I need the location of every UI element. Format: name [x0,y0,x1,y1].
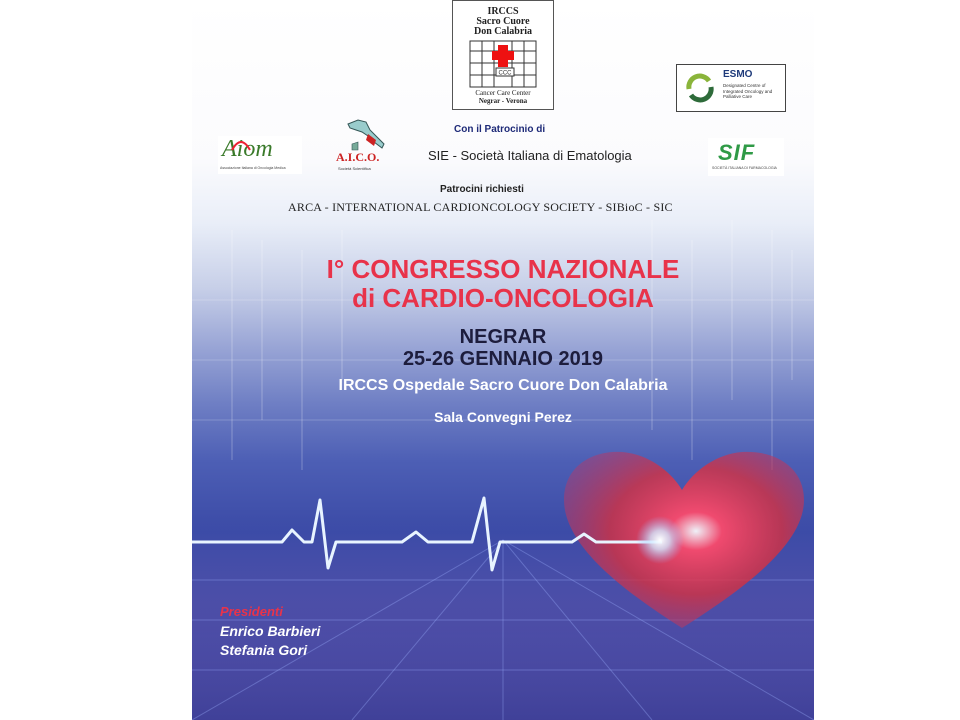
esmo-text: Designated Centre of Integrated Oncology and Palliative Care [723,83,773,99]
congress-poster [192,0,814,720]
aiom-text: Associazione Italiana di Oncologia Medica [220,166,286,170]
president-name: Enrico Barbieri [220,623,321,639]
aico-name: A.I.C.O. [336,150,380,164]
irccs-logo-line3: Don Calabria [473,26,533,37]
esmo-name: ESMO [723,69,753,80]
title-line2: di CARDIO-ONCOLOGIA [352,283,654,313]
irccs-caption2: Negrar - Verona [478,97,528,105]
irccs-logo [452,0,554,110]
event-city: NEGRAR [459,326,547,348]
sif-name: SIF [718,140,756,165]
president-name: Stefania Gori [220,642,308,658]
aiom-arc-icon [230,138,252,152]
event-venue: IRCCS Ospedale Sacro Cuore Don Calabria [338,377,668,394]
requested-patronage-label: Patrocini richiesti [440,184,524,195]
esmo-logo [676,64,786,112]
irccs-logo-line2: Sacro Cuore [476,16,530,27]
ccc-label: CCC [498,70,512,77]
sif-logo [708,138,784,176]
aico-text: Società Scientifica [338,166,371,171]
aico-logo [336,118,398,178]
event-room: Sala Convegni Perez [434,409,572,425]
italy-map-icon [344,118,388,154]
cross-grid-icon [468,39,538,89]
irccs-caption1: Cancer Care Center [475,89,531,97]
patronage-label: Con il Patrocinio di [454,124,546,135]
requested-patronage-list: ARCA - INTERNATIONAL CARDIONCOLOGY SOCIETY - SIBioC - SIC [288,200,673,214]
esmo-swirl-icon [683,71,717,105]
irccs-logo-line1: IRCCS [487,6,519,17]
sif-text: SOCIETÀ ITALIANA DI FARMACOLOGIA [712,166,777,170]
aiom-logo [218,136,302,174]
event-dates: 25-26 GENNAIO 2019 [402,348,604,370]
aiom-name: Aiom [222,136,273,162]
sie-patron: SIE - Società Italiana di Ematologia [428,148,632,163]
presidents-label: Presidenti [220,604,283,619]
title-line1: I° CONGRESSO NAZIONALE [326,254,680,284]
